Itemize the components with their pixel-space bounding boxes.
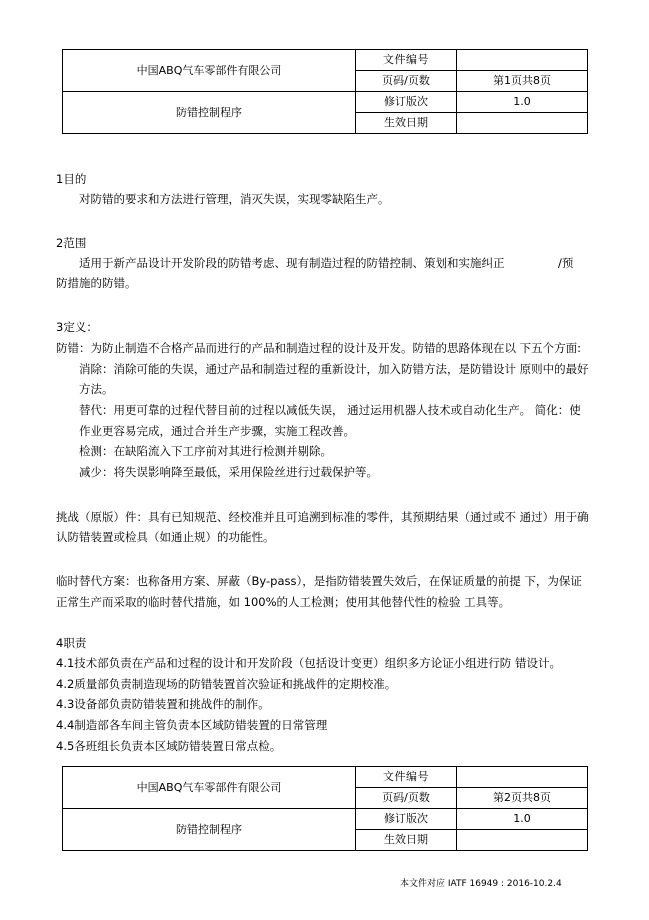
section-2-line-1-suffix: /预 [558,256,574,270]
header-table-page-1 [62,49,588,134]
company-name: 中国ABQ气车零部件有限公司 [63,767,356,809]
section-2-line-2: 防措施的防错。 [56,276,137,290]
revision-value: 1.0 [457,92,588,113]
doc-no-label: 文件编号 [356,767,457,788]
definition-line-4: 替代：用更可靠的过程代替目前的过程以减低失误， 通过运用机器人技术或自动化生产。 简化：使 [79,403,581,417]
definition-line-2: 消除：消除可能的失误，通过产品和制造过程的重新设计，加入防错方法，是防错设计 原则中的最好 [79,362,589,376]
responsibility-4-4: 4.4制造部各车间主管负责本区域防错装置的日常管理 [56,718,328,732]
section-1-title: 1目的 [56,172,87,186]
definition-line-1: 防错：为防止制造不合格产品而进行的产品和制造过程的设计及开发。防错的思路体现在以 下五个方面: [56,341,582,355]
page-value: 第1页共8页 [457,71,588,92]
effective-label: 生效日期 [356,830,457,851]
page-label: 页码/页数 [356,71,457,92]
revision-label: 修订版次 [356,92,457,113]
effective-label: 生效日期 [356,113,457,134]
definition-line-6: 检测：在缺陷流入下工序前对其进行检测并剔除。 [79,444,332,458]
responsibility-4-3: 4.3设备部负责防错装置和挑战件的制作。 [56,697,270,711]
effective-value [457,830,588,851]
responsibility-4-2: 4.2质量部负责制造现场的防错装置首次验证和挑战件的定期校准。 [56,677,397,691]
definition-line-3: 方法。 [79,382,114,396]
company-name: 中国ABQ气车零部件有限公司 [63,50,356,92]
section-2-title: 2范围 [56,236,87,250]
page-value: 第2页共8页 [457,788,588,809]
temp-plan-line-2: 正常生产而采取的临时替代措施，如 100%的人工检测；使用其他替代性的检验 工具等。 [56,595,511,609]
effective-value [457,113,588,134]
page-label: 页码/页数 [356,788,457,809]
doc-no-value [457,767,588,788]
doc-no-value [457,50,588,71]
procedure-title: 防错控制程序 [63,809,356,851]
definition-line-5: 作业更容易完成，通过合并生产步骤，实施工程改善。 [79,424,355,438]
responsibility-4-5: 4.5各班组长负责本区域防错装置日常点检。 [56,739,282,753]
procedure-title: 防错控制程序 [63,92,356,134]
section-4-title: 4职责 [56,636,87,650]
footer-standard-reference: 本文件对应 IATF 16949 : 2016-10.2.4 [400,879,562,889]
header-table-page-2 [62,766,588,851]
challenge-line-1: 挑战（原版）件：具有已知规范、经校准并且可追溯到标准的零件，其预期结果（通过或不 通过）用于确 [56,510,589,524]
section-3-title: 3定义： [56,320,98,334]
definition-line-7: 减少：将失误影响降至最低，采用保险丝进行过载保护等。 [79,465,378,479]
revision-value: 1.0 [457,809,588,830]
responsibility-4-1: 4.1技术部负责在产品和过程的设计和开发阶段（包括设计变更）组织多方论证小组进行防 错设计。 [56,656,561,670]
section-1-text: 对防错的要求和方法进行管理，消灭失误，实现零缺陷生产。 [79,192,390,206]
challenge-line-2: 认防错装置或检具（如通止规）的功能性。 [56,530,275,544]
section-2-line-1: 适用于新产品设计开发阶段的防错考虑、现有制造过程的防错控制、策划和实施纠正 [79,256,505,270]
doc-no-label: 文件编号 [356,50,457,71]
temp-plan-line-1: 临时替代方案：也称备用方案、屏蔽（By-pass），是指防错装置失效后，在保证质量的前提 下，为保证 [56,574,582,588]
revision-label: 修订版次 [356,809,457,830]
